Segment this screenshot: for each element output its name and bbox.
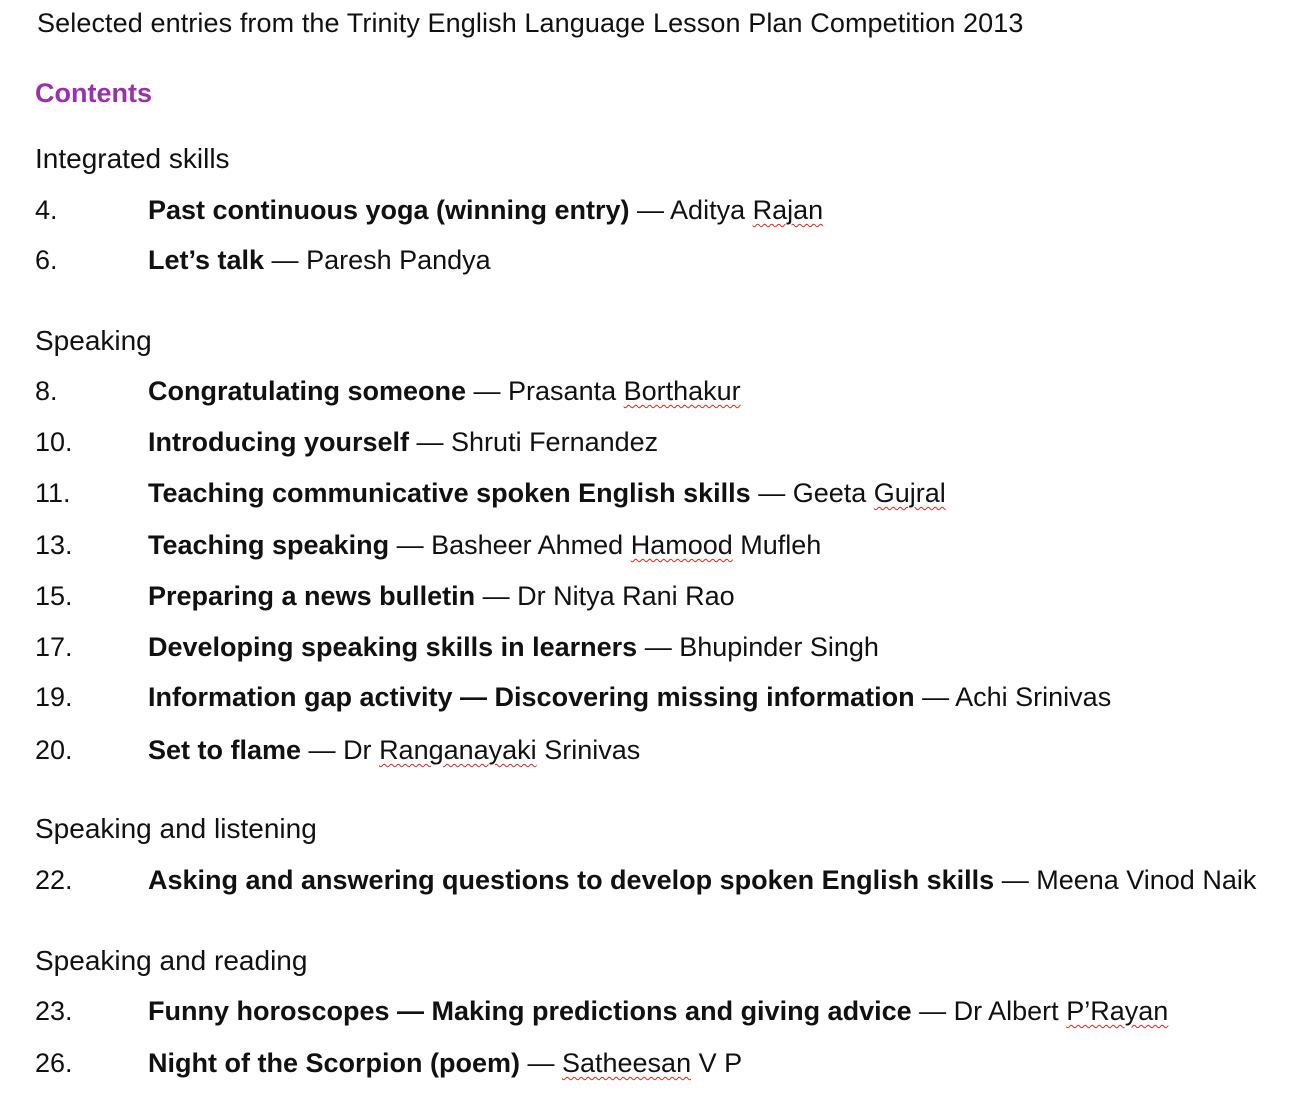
entry-author: Basheer Ahmed: [431, 530, 631, 560]
entry-title: Set to flame: [148, 735, 302, 765]
entry-title: Asking and answering questions to develop spoken English skills: [148, 865, 995, 895]
entry-title: Night of the Scorpion (poem): [148, 1048, 520, 1078]
entry-author: Paresh Pandya: [306, 245, 491, 275]
entry-author: Achi Srinivas: [955, 682, 1112, 712]
entry-title: Preparing a news bulletin: [148, 581, 476, 611]
dash: —: [389, 530, 432, 560]
entry-author-flagged: Satheesan: [561, 1048, 692, 1078]
entry-author-flagged: Rajan: [752, 195, 824, 225]
page-number: 13.: [35, 530, 73, 560]
entry-author-tail: V P: [691, 1048, 743, 1078]
entry-author: Geeta: [792, 478, 874, 508]
page-number: 20.: [35, 735, 73, 765]
entry-author-flagged: Hamood: [630, 530, 733, 560]
section-heading-speaking-and-listening: Speaking and listening: [35, 813, 317, 844]
page-number: 6.: [35, 245, 58, 275]
dash: —: [264, 245, 307, 275]
entry-author-flagged: Ranganayaki: [379, 735, 537, 765]
section-heading-speaking: Speaking: [35, 325, 152, 356]
entry-title: Teaching communicative spoken English skills: [148, 478, 751, 508]
entry-title: Let’s talk: [148, 245, 265, 275]
entry-author: Bhupinder Singh: [679, 632, 879, 662]
page-number: 11.: [35, 478, 71, 508]
dash: —: [519, 1048, 562, 1078]
dash: —: [750, 478, 793, 508]
entry-author-tail: Srinivas: [536, 735, 641, 765]
page-number: 17.: [35, 632, 73, 662]
page-number: 23.: [35, 996, 73, 1026]
document-title: Selected entries from the Trinity English Language Lesson Plan Competition 2013: [37, 8, 1024, 38]
entry-author-flagged: P’Rayan: [1066, 996, 1169, 1026]
page-number: 4.: [35, 195, 58, 225]
dash: —: [466, 376, 509, 406]
entry-title: Introducing yourself: [148, 427, 410, 457]
dash: —: [637, 632, 680, 662]
entry-author: Prasanta: [508, 376, 624, 406]
page-number: 8.: [35, 376, 58, 406]
dash: —: [629, 195, 671, 225]
entry-author: Dr: [343, 735, 380, 765]
entry-author: Aditya: [670, 195, 753, 225]
dash: —: [914, 682, 956, 712]
entry-author-flagged: Borthakur: [623, 376, 741, 406]
entry-author-flagged: Gujral: [873, 478, 946, 508]
section-heading-integrated-skills: Integrated skills: [35, 143, 230, 174]
page-number: 10.: [35, 427, 73, 457]
page-number: 26.: [35, 1048, 73, 1078]
entry-title: Information gap activity — Discovering missing information: [148, 682, 915, 712]
page-number: 19.: [35, 682, 73, 712]
entry-title: Teaching speaking: [148, 530, 390, 560]
contents-heading: Contents: [35, 78, 152, 108]
dash: —: [911, 996, 954, 1026]
dash: —: [409, 427, 452, 457]
entry-author: Shruti Fernandez: [451, 427, 659, 457]
entry-author-tail: Mufleh: [732, 530, 822, 560]
section-heading-speaking-and-reading: Speaking and reading: [35, 945, 308, 976]
entry-title: Developing speaking skills in learners: [148, 632, 638, 662]
entry-title: Funny horoscopes — Making predictions and giving advice: [148, 996, 912, 1026]
entry-author: Dr Albert: [953, 996, 1067, 1026]
entry-title: Congratulating someone: [148, 376, 467, 406]
dash: —: [994, 865, 1037, 895]
page-number: 15.: [35, 581, 73, 611]
entry-author: Meena Vinod Naik: [1036, 865, 1257, 895]
entry-title: Past continuous yoga (winning entry): [148, 195, 630, 225]
dash: —: [475, 581, 518, 611]
dash: —: [301, 735, 344, 765]
page-number: 22.: [35, 865, 73, 895]
entry-author: Dr Nitya Rani Rao: [517, 581, 735, 611]
